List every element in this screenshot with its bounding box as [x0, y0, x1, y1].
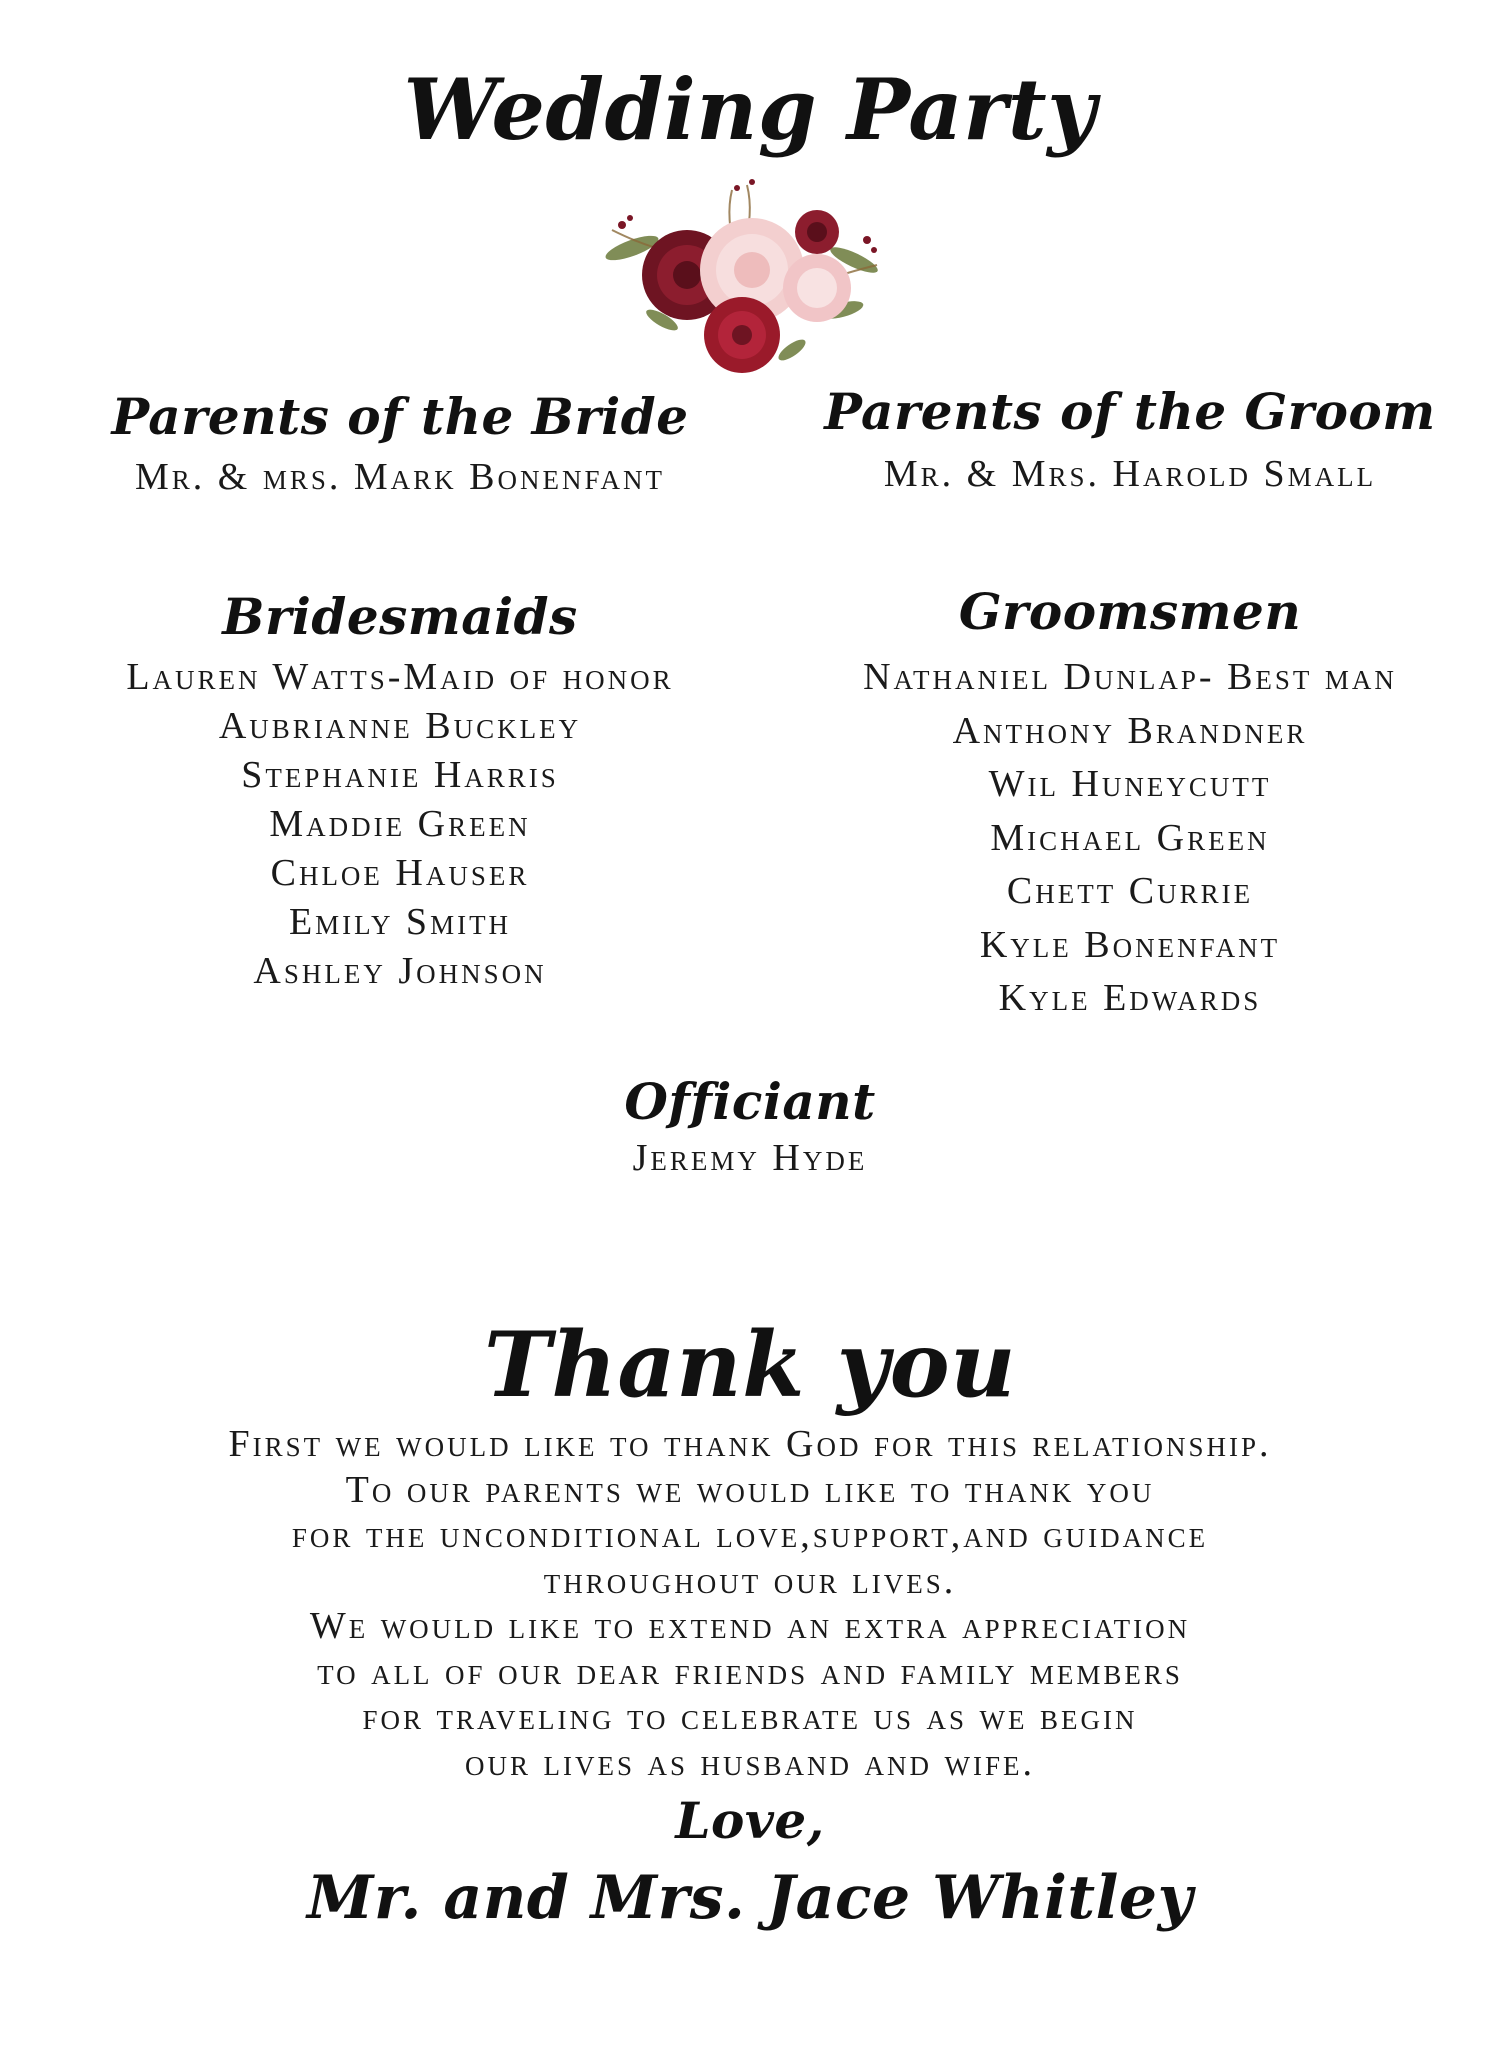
list-item: Wil Huneycutt	[988, 763, 1272, 805]
message-line: our lives as husband and wife.	[464, 1741, 1035, 1784]
page-title: Wedding Party	[403, 60, 1097, 159]
groom-parents-names: Mr. & Mrs. Harold Small	[883, 453, 1377, 495]
message-line: for the unconditional love,support,and guidance	[291, 1514, 1209, 1556]
list-item: Emily Smith	[288, 901, 512, 943]
list-item: Kyle Edwards	[998, 977, 1262, 1019]
list-item: Chloe Hauser	[270, 852, 530, 894]
groom-parents-heading: Parents of the Groom	[824, 382, 1436, 441]
message-line: We would like to extend an extra appreciation	[309, 1605, 1191, 1647]
groomsmen-heading: Groomsmen	[958, 582, 1302, 641]
thank-you-heading: Thank you	[483, 1312, 1017, 1418]
message-line: to all of our dear friends and family members	[317, 1650, 1183, 1693]
signature: Mr. and Mrs. Jace Whitley	[307, 1863, 1193, 1933]
message-line: First we would like to thank God for this relationship.	[228, 1423, 1272, 1465]
bride-parents-names: Mr. & mrs. Mark Bonenfant	[134, 456, 666, 498]
list-item: Ashley Johnson	[253, 950, 547, 992]
list-item: Michael Green	[990, 816, 1270, 859]
message-line: for traveling to celebrate us as we begin	[362, 1696, 1138, 1738]
list-item: Anthony Brandner	[952, 709, 1308, 752]
list-item: Aubrianne Buckley	[218, 705, 582, 747]
officiant-heading: Officiant	[624, 1072, 876, 1131]
closing-line: Love,	[675, 1791, 825, 1850]
message-line: To our parents we would like to thank you	[345, 1468, 1155, 1511]
floral-bouquet-icon	[592, 170, 892, 390]
message-line: throughout our lives.	[543, 1559, 957, 1602]
officiant-name: Jeremy Hyde	[632, 1137, 868, 1179]
list-item: Maddie Green	[269, 803, 531, 845]
bridesmaids-list	[40, 653, 760, 996]
list-item: Lauren Watts-Maid of honor	[126, 656, 674, 698]
list-item: Nathaniel Dunlap- Best man	[863, 656, 1397, 698]
list-item: Kyle Bonenfant	[979, 923, 1281, 966]
list-item: Stephanie Harris	[241, 754, 559, 796]
groomsmen-list	[780, 651, 1480, 1026]
bride-parents-heading: Parents of the Bride	[111, 387, 689, 446]
bridesmaids-heading: Bridesmaids	[222, 587, 578, 646]
thank-you-message	[0, 1422, 1500, 1786]
list-item: Chett Currie	[1006, 870, 1254, 912]
